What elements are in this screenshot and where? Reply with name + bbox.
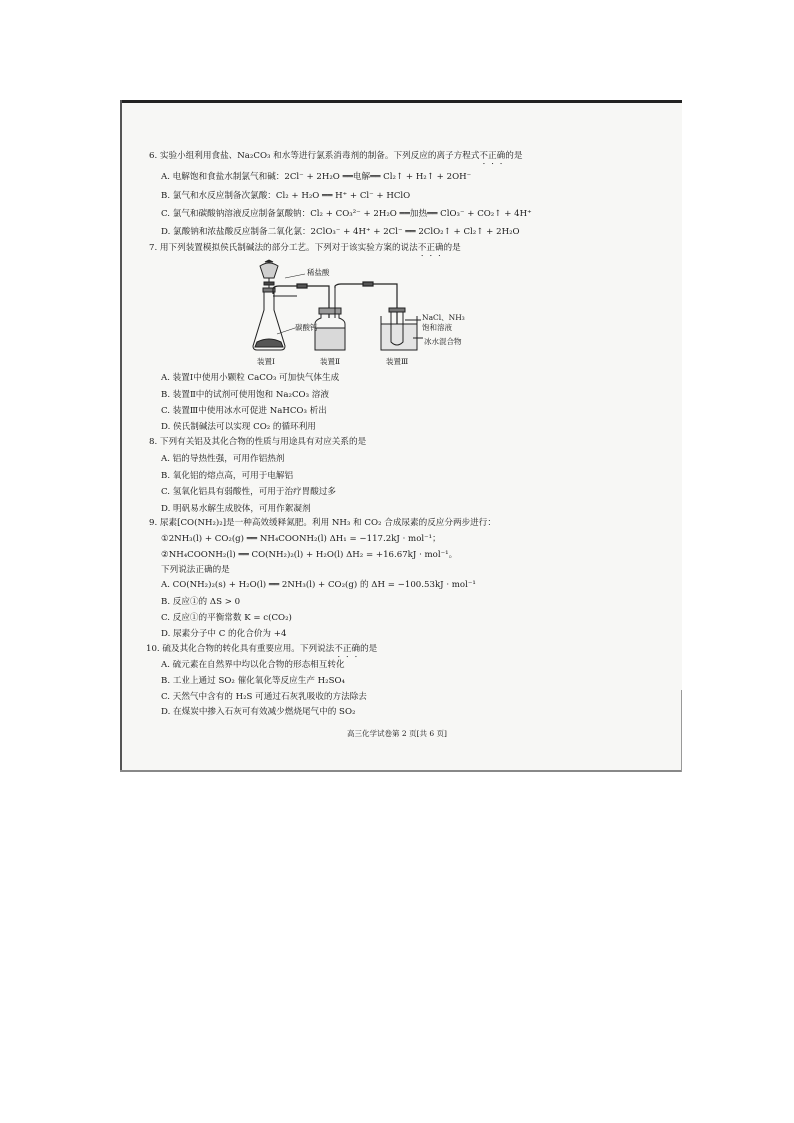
top-border-rule (120, 100, 682, 103)
q10-option-c: C. 天然气中含有的 H₂S 可通过石灰乳吸收的方法除去 (161, 692, 367, 702)
solid-label: 碳酸钙 (295, 323, 318, 332)
q6-stem-tail: 的是 (505, 151, 523, 161)
q7-stem (149, 243, 461, 258)
q7-option-d: D. 侯氏制碱法可以实现 CO₂ 的循环利用 (161, 422, 316, 432)
conical-flask (253, 288, 297, 350)
device-1-label: 装置Ⅰ (257, 357, 275, 366)
q7-stem-tail: 的是 (443, 243, 461, 253)
q6-option-c: C. 氯气和碳酸钠溶液反应制备氯酸钠：Cl₂ + CO₃²⁻ + 2H₂O ══加热══ ClO₃⁻ + CO₂↑ + 4H⁺ (161, 209, 532, 219)
q9-step-1: ①2NH₃(l) + CO₂(g) ══ NH₄COONH₂(l) ΔH₁ = −117.2kJ · mol⁻¹； (161, 534, 441, 544)
q9-stem: 9. 尿素[CO(NH₂)₂]是一种高效缓释氮肥。利用 NH₃ 和 CO₂ 合成尿素的反应分两步进行： (149, 518, 496, 528)
acid-leader-line (285, 274, 305, 278)
q8-stem: 8. 下列有关铝及其化合物的性质与用途具有对应关系的是 (149, 437, 367, 447)
q7-option-a: A. 装置Ⅰ中使用小颗粒 CaCO₃ 可加快气体生成 (161, 373, 340, 383)
q6-option-a: A. 电解饱和食盐水制氯气和碱：2Cl⁻ + 2H₂O ══电解══ Cl₂↑ + H₂↑ + 2OH⁻ (161, 172, 472, 182)
q9-option-b: B. 反应①的 ΔS > 0 (161, 597, 241, 607)
q6-option-b: B. 氯气和水反应制备次氯酸：Cl₂ + H₂O ══ H⁺ + Cl⁻ + HClO (161, 191, 411, 201)
q6-stem (149, 151, 522, 166)
q7-stem-emphasis: 不正确 (417, 243, 444, 253)
q7-stem-text: 7. 用下列装置模拟侯氏制碱法的部分工艺。下列对于该实验方案的说法 (149, 243, 418, 253)
q6-stem-emphasis: 不正确 (479, 151, 506, 161)
q6-option-d: D. 氯酸钠和浓盐酸反应制备二氧化氯：2ClO₃⁻ + 4H⁺ + 2Cl⁻ ══ 2ClO₂↑ + Cl₂↑ + 2H₂O (161, 227, 520, 237)
acid-label: 稀盐酸 (307, 268, 330, 277)
ice-bath-beaker (381, 308, 423, 350)
q8-option-b: B. 氧化铝的熔点高，可用于电解铝 (161, 471, 294, 481)
q10-stem (146, 644, 377, 659)
device-2-label: 装置Ⅱ (320, 357, 341, 366)
q10-stem-emphasis: 不正确 (334, 644, 361, 654)
q7-option-c: C. 装置Ⅲ中使用冰水可促进 NaHCO₃ 析出 (161, 406, 327, 416)
q8-option-a: A. 铝的导热性强，可用作铝热剂 (161, 454, 285, 464)
page-footer: 高三化学试卷第 2 页[共 6 页] (347, 729, 447, 738)
device-3-label: 装置Ⅲ (386, 357, 409, 366)
apparatus-diagram (245, 258, 435, 366)
q10-stem-text: 10. 硫及其化合物的转化具有重要应用。下列说法 (146, 644, 335, 654)
q9-option-d: D. 尿素分子中 C 的化合价为 +4 (161, 629, 287, 639)
ice-label: 冰水混合物 (424, 337, 462, 346)
q6-stem-text: 6. 实验小组利用食盐、Na₂CO₃ 和水等进行氯系消毒剂的制备。下列反应的离子方程式 (149, 151, 480, 161)
q9-step-2: ②NH₄COONH₂(l) ══ CO(NH₂)₂(l) + H₂O(l) ΔH₂ = +16.67kJ · mol⁻¹。 (161, 550, 458, 560)
q10-option-b: B. 工业上通过 SO₂ 催化氧化等反应生产 H₂SO₄ (161, 676, 345, 686)
q9-subprompt: 下列说法正确的是 (161, 565, 230, 575)
q7-option-b: B. 装置Ⅱ中的试剂可使用饱和 Na₂CO₃ 溶液 (161, 390, 329, 400)
q9-option-a: A. CO(NH₂)₂(s) + H₂O(l) ══ 2NH₃(l) + CO₂(g) 的 ΔH = −100.53kJ · mol⁻¹ (161, 580, 476, 590)
q8-option-d: D. 明矾易水解生成胶体，可用作絮凝剂 (161, 504, 311, 514)
q9-option-c: C. 反应①的平衡常数 K = c(CO₂) (161, 613, 292, 623)
solution-label-1: NaCl、NH₃ (422, 313, 465, 322)
gas-washing-bottle (315, 286, 345, 350)
q10-option-d: D. 在煤炭中掺入石灰可有效减少燃烧尾气中的 SO₂ (161, 707, 356, 717)
left-border-rule (120, 100, 122, 772)
q10-option-a: A. 硫元素在自然界中均以化合物的形态相互转化 (161, 660, 345, 670)
solution-label-2: 饱和溶液 (422, 323, 452, 332)
q8-option-c: C. 氢氧化铝具有弱酸性，可用于治疗胃酸过多 (161, 487, 337, 497)
q10-stem-tail: 的是 (360, 644, 378, 654)
bottom-border-rule (120, 770, 682, 772)
